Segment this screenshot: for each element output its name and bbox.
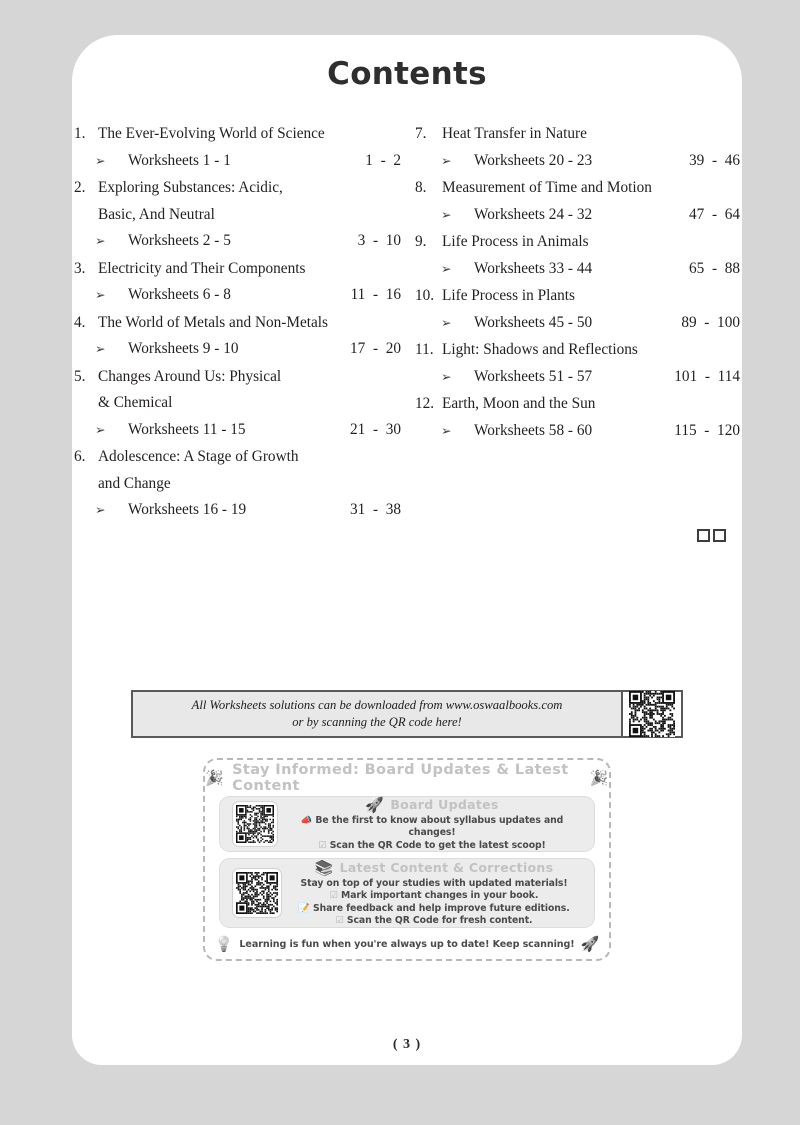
toc-chapter-row (72, 364, 407, 390)
toc-page-range: 39 - 46 (689, 151, 740, 169)
toc-worksheet-row (72, 417, 407, 444)
toc-worksheet-label: Worksheets 6 - 8 (128, 286, 231, 303)
checkbox-icon: ☑ (329, 890, 338, 902)
toc-chapter-title: Light: Shadows and Reflections (442, 341, 638, 358)
toc-worksheet-row (413, 202, 742, 229)
promo-card-body (278, 796, 586, 852)
toc-chapter-row (72, 471, 407, 497)
toc-page-range: 1 - 2 (365, 151, 401, 169)
toc-chapter-row (72, 444, 407, 470)
promo-footer-text: Learning is fun when you're always up to date! Keep scanning! (239, 938, 575, 950)
toc-chapter-number: 6. (74, 448, 86, 465)
toc-chapter-number: 10. (415, 287, 435, 304)
megaphone-icon: 📣 (300, 814, 313, 826)
toc-worksheet-row (413, 256, 742, 283)
promo-card-title-text: Board Updates (390, 797, 499, 813)
arrow-bullet-icon: ➢ (441, 369, 452, 384)
promo-card-line (282, 878, 586, 890)
section-end-marker (694, 529, 726, 546)
toc-chapter-title: The Ever-Evolving World of Science (98, 125, 325, 142)
toc-worksheet-row (413, 310, 742, 337)
arrow-bullet-icon: ➢ (95, 342, 106, 356)
toc-worksheet-row (72, 497, 407, 524)
toc-chapter-row (413, 391, 742, 417)
toc-worksheet-row (413, 364, 742, 391)
arrow-bullet-icon: ➢ (95, 153, 106, 168)
toc-chapter-title: Electricity and Their Components (98, 259, 306, 277)
toc-worksheet-label: Worksheets 45 - 50 (474, 313, 593, 331)
solutions-banner-line1: All Worksheets solutions can be downloaded from www.oswaalbooks.com (191, 698, 563, 712)
solutions-qr-container[interactable] (623, 692, 681, 736)
promo-heading (205, 763, 609, 793)
toc-chapter-title: & Chemical (98, 394, 173, 411)
toc-chapter-row (72, 175, 407, 201)
toc-column-right (407, 121, 742, 525)
toc-chapter-title: Life Process in Plants (442, 287, 575, 304)
promo-card-line-text: Be the first to know about syllabus updates and changes! (315, 814, 564, 839)
promo-card-title (282, 859, 586, 877)
toc-chapter-number: 3. (74, 259, 86, 277)
document-page (72, 35, 742, 1065)
toc-page-range: 115 - 120 (674, 421, 740, 439)
end-marker-square (697, 529, 710, 542)
page-title: Contents (327, 56, 487, 92)
solutions-banner (131, 690, 683, 738)
toc-chapter-row (72, 390, 407, 416)
toc-worksheet-label: Worksheets 51 - 57 (474, 367, 593, 385)
promo-card-body (282, 859, 586, 928)
toc-chapter-title: Heat Transfer in Nature (442, 125, 587, 142)
promo-card-line-text: Mark important changes in your book. (341, 890, 539, 902)
toc-chapter-row (72, 256, 407, 282)
promo-card-line (278, 815, 586, 840)
promo-card-line-text: to get the latest scoop! (421, 839, 546, 851)
toc-chapter-number: 2. (74, 179, 86, 196)
promo-footer (205, 935, 609, 953)
party-popper-icon: 🎉 (589, 769, 609, 787)
promo-card-line-text: Share feedback and help improve future editions. (312, 902, 570, 914)
rocket-icon: 🚀 (365, 795, 385, 814)
toc-chapter-number: 11. (415, 341, 434, 358)
promo-card-line (278, 840, 586, 852)
toc-chapter-number: 12. (415, 395, 435, 412)
toc-chapter-title: Earth, Moon and the Sun (442, 395, 596, 412)
arrow-bullet-icon: ➢ (95, 422, 106, 437)
toc-chapter-row (72, 310, 407, 336)
toc-page-range: 17 - 20 (350, 340, 401, 357)
lightbulb-icon: 💡 (214, 935, 234, 953)
toc-chapter-row (413, 283, 742, 309)
qr-code-icon[interactable] (236, 872, 278, 914)
promo-card-line (282, 903, 586, 915)
arrow-bullet-icon: ➢ (441, 207, 452, 222)
party-popper-icon: 🎉 (205, 769, 225, 787)
toc-chapter-number: 1. (74, 125, 86, 142)
solutions-banner-line2: or by scanning the QR code here! (292, 715, 462, 729)
checkbox-icon: ☑ (335, 914, 344, 926)
toc-worksheet-label: Worksheets 16 - 19 (128, 501, 247, 518)
toc-worksheet-label: Worksheets 33 - 44 (474, 259, 593, 277)
promo-card-latest-content (219, 858, 595, 928)
toc-chapter-row (413, 175, 742, 201)
promo-card-title-text: Latest Content & Corrections (339, 860, 554, 876)
toc-worksheet-label: Worksheets 58 - 60 (474, 421, 593, 439)
toc-chapter-row (413, 229, 742, 255)
checkbox-icon: ☑ (318, 839, 327, 851)
toc-worksheet-row (72, 282, 407, 309)
promo-card-line (282, 890, 586, 902)
toc-worksheet-row (72, 148, 407, 175)
toc-chapter-title: Measurement of Time and Motion (442, 179, 652, 196)
toc-chapter-row (413, 121, 742, 147)
toc-chapter-row (72, 202, 407, 228)
toc-page-range: 101 - 114 (674, 367, 740, 385)
books-icon: 📚 (314, 858, 334, 877)
qr-code-icon[interactable] (629, 691, 675, 737)
toc-page-range: 21 - 30 (350, 420, 401, 438)
toc-worksheet-label: Worksheets 2 - 5 (128, 232, 231, 249)
arrow-bullet-icon: ➢ (95, 288, 106, 302)
promo-heading-text: Stay Informed: Board Updates & Latest Content (232, 762, 569, 794)
promo-card-line-text: Stay on top of your studies with updated materials! (300, 877, 568, 889)
arrow-bullet-icon: ➢ (441, 315, 452, 330)
toc-chapter-number: 7. (415, 125, 427, 142)
toc-page-range: 47 - 64 (689, 205, 740, 223)
toc-worksheet-label: Worksheets 1 - 1 (128, 151, 231, 169)
toc-page-range: 11 - 16 (350, 286, 401, 303)
toc-chapter-title: Life Process in Animals (442, 233, 589, 250)
arrow-bullet-icon: ➢ (441, 153, 452, 168)
promo-card-line-bold: Scan the QR Code (346, 914, 439, 926)
toc-page-range: 89 - 100 (681, 313, 740, 331)
toc-worksheet-label: Worksheets 9 - 10 (128, 340, 239, 357)
arrow-bullet-icon: ➢ (95, 503, 106, 517)
toc-worksheet-row (413, 148, 742, 175)
board-updates-qr-container[interactable] (232, 801, 278, 847)
toc-chapter-title: Basic, And Neutral (98, 205, 215, 223)
toc-worksheet-row (72, 336, 407, 363)
toc-chapter-title: and Change (98, 474, 171, 492)
promo-card-board-updates (219, 796, 595, 852)
toc-chapter-number: 5. (74, 367, 86, 385)
toc-chapter-number: 9. (415, 233, 427, 250)
qr-code-icon[interactable] (236, 805, 274, 843)
toc-worksheet-row (413, 418, 742, 445)
page-number: ( 3 ) (392, 1037, 422, 1052)
promo-card-line (282, 915, 586, 927)
toc-chapter-title: Changes Around Us: Physical (98, 367, 282, 385)
promo-card-title (278, 796, 586, 814)
toc-worksheet-label: Worksheets 11 - 15 (128, 420, 246, 438)
arrow-bullet-icon: ➢ (95, 234, 106, 248)
promo-card-line-bold: Scan the QR Code (329, 839, 422, 851)
toc-chapter-title: The World of Metals and Non-Metals (98, 313, 329, 331)
memo-icon: 📝 (298, 902, 310, 914)
toc-chapter-number: 4. (74, 313, 86, 331)
end-marker-square (713, 529, 726, 542)
toc-page-range: 31 - 38 (350, 501, 401, 518)
toc-page-range: 3 - 10 (357, 232, 401, 249)
promo-card-line-text: for fresh content. (438, 914, 533, 926)
toc-worksheet-label: Worksheets 24 - 32 (474, 205, 593, 223)
solutions-banner-text (133, 692, 623, 736)
toc-chapter-row (72, 121, 407, 147)
toc-chapter-title: Exploring Substances: Acidic, (98, 179, 283, 196)
arrow-bullet-icon: ➢ (441, 423, 452, 438)
rocket-icon: 🚀 (580, 935, 600, 953)
stay-informed-promo (203, 758, 611, 961)
toc-page-range: 65 - 88 (689, 259, 740, 277)
toc-column-left (72, 121, 407, 525)
toc-chapter-number: 8. (415, 179, 427, 196)
toc-worksheet-label: Worksheets 20 - 23 (474, 151, 593, 169)
latest-content-qr-container[interactable] (232, 868, 282, 918)
toc-chapter-row (413, 337, 742, 363)
arrow-bullet-icon: ➢ (441, 261, 452, 276)
toc-chapter-title: Adolescence: A Stage of Growth (98, 448, 299, 465)
toc-worksheet-row (72, 228, 407, 255)
table-of-contents (72, 121, 742, 525)
